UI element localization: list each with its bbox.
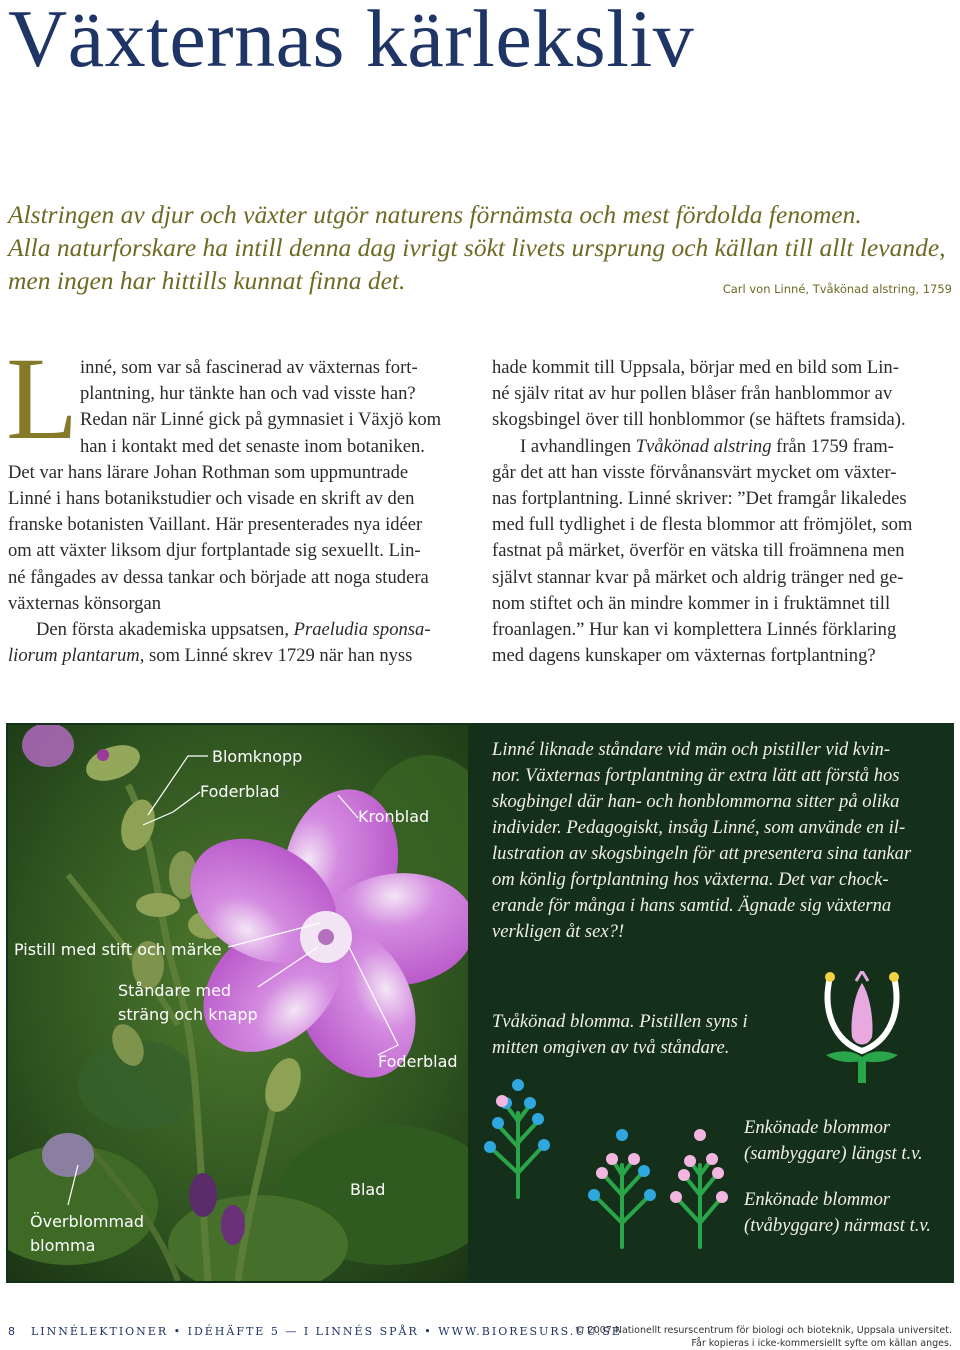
caption-line: nor. Växternas fortplantning är extra lätt att förstå hos: [492, 765, 900, 786]
copyright-line: Får kopieras i icke-kommersiellt syfte om källan anges.: [691, 1338, 952, 1349]
epigraph-attribution: Carl von Linné, Tvåkönad alstring, 1759: [722, 282, 952, 296]
text-run: , som Linné skrev 1729 när han nyss: [139, 645, 413, 667]
epigraph-line: Alla naturforskare ha intill denna dag ivrigt sökt livets ursprung och källan till allt levande,: [8, 233, 946, 262]
italic-title: liorum plantarum: [8, 645, 140, 667]
text-run: från 1759 fram-: [771, 435, 894, 457]
caption-line: verkligen åt sex?!: [492, 921, 625, 942]
page-number: 8: [8, 1325, 15, 1338]
caption-line: (tvåbyggare) närmast t.v.: [744, 1215, 931, 1236]
caption-line: Linné liknade ståndare vid män och pistiller vid kvin-: [492, 739, 890, 760]
text-line: Redan när Linné gick på gymnasiet i Växjö kom: [80, 409, 442, 431]
drop-cap: L: [6, 333, 79, 464]
text-run: I avhandlingen: [520, 435, 636, 457]
text-line: plantning, hur tänkte han och vad visste han?: [80, 383, 416, 405]
text-line: självt stannar kvar på märket och aldrig tränger ned ge-: [492, 566, 904, 588]
caption-line: om könlig fortplantning hos växterna. Det var chock-: [492, 869, 889, 890]
text-line: hade kommit till Uppsala, börjar med en bild som Lin-: [492, 357, 899, 378]
text-line: Det var hans lärare Johan Rothman som uppmuntrade: [8, 461, 409, 483]
text-line: med full tydlighet i de flesta blommor att frömjölet, som: [492, 514, 913, 536]
label-blad: Blad: [350, 1180, 386, 1199]
text-line: han i kontakt med det senaste inom botaniken.: [80, 435, 425, 457]
text-line: fastnat på märket, överför en vätska till froämnena men: [492, 540, 905, 562]
caption-sambyggare: [744, 1115, 923, 1167]
text-line: om att växter liksom djur fortplantade sig sexuellt. Lin-: [8, 540, 421, 562]
running-title: LINNÉLEKTIONER • IDÉHÄFTE 5 — I LINNÉS SPÅR • WWW.BIORESURS.UU.SE: [31, 1325, 622, 1338]
label-pistill: Pistill med stift och märke: [14, 940, 222, 959]
text-line: né själv ritat av hur pollen blåser från hanblommor av: [492, 383, 893, 405]
label-standare: Ståndare med: [118, 981, 232, 1000]
caption-line: Enkönade blommor: [744, 1117, 891, 1138]
label-overblommad: Överblommad: [30, 1212, 145, 1231]
caption-line: lustration av skogsbingeln för att presentera sina tankar: [492, 843, 912, 864]
text-line: med dagens kunskaper om växternas fortplantning?: [492, 645, 876, 667]
caption-line: individer. Pedagogiskt, insåg Linné, som använde en il-: [492, 817, 906, 838]
text-line: né fångades av dessa tankar och började att noga studera: [8, 566, 429, 588]
italic-title: Praeludia sponsa-: [293, 619, 431, 641]
caption-line: skogbingel där han- och honblommorna sitter på olika: [492, 791, 900, 812]
article-right-column: [492, 355, 954, 669]
footer-copyright: [575, 1324, 952, 1350]
text-line: [492, 434, 954, 460]
footer-left: [8, 1325, 622, 1338]
text-run: Den första akademiska uppsatsen,: [36, 619, 294, 641]
label-overblommad: blomma: [30, 1236, 96, 1255]
text-line: [8, 643, 470, 669]
caption-line: (sambyggare) längst t.v.: [744, 1143, 923, 1164]
text-line: går det att han visste förvånansvärt mycket om växter-: [492, 461, 897, 483]
italic-title: Tvåkönad alstring: [635, 435, 772, 457]
label-standare: sträng och knapp: [118, 1005, 258, 1024]
pistil-icon: [851, 983, 872, 1045]
caption-line: Enkönade blommor: [744, 1189, 891, 1210]
text-line: franske botanisten Vaillant. Här presenterades nya idéer: [8, 514, 423, 536]
text-line: växternas könsorgan: [8, 592, 162, 614]
geranium-photo: [8, 725, 468, 1281]
caption-line: erande för många i hans samtid. Ägnade sig växterna: [492, 895, 892, 916]
panel-caption: [492, 737, 911, 945]
text-line: [8, 617, 470, 643]
caption-line: Tvåkönad blomma. Pistillen syns i: [492, 1011, 748, 1032]
label-foderblad-top: Foderblad: [200, 782, 280, 801]
label-kronblad: Kronblad: [358, 807, 430, 826]
article-left-column: [8, 355, 470, 669]
caption-tvabyggare: [744, 1187, 931, 1239]
text-line: nas fortplantning. Linné skriver: ”Det framgår likaledes: [492, 488, 907, 510]
bisexual-flower-diagram: [816, 971, 910, 1083]
label-foderblad-bottom: Foderblad: [378, 1052, 458, 1071]
unisexual-flower-diagram: [472, 1075, 732, 1255]
illustration-panel: [6, 723, 954, 1283]
text-line: inné, som var så fascinerad av växternas fort-: [80, 357, 418, 378]
caption-line: mitten omgiven av två ståndare.: [492, 1037, 730, 1058]
epigraph-line: men ingen har hittills kunnat finna det.: [8, 266, 406, 295]
text-line: Linné i hans botanikstudier och visade en skrift av den: [8, 488, 415, 510]
text-line: froanlagen.” Hur kan vi komplettera Linnés förklaring: [492, 619, 897, 641]
label-blomknopp: Blomknopp: [212, 747, 303, 766]
copyright-line: © 2007 Nationellt resurscentrum för biologi och bioteknik, Uppsala universitet.: [575, 1325, 952, 1336]
epigraph-line: Alstringen av djur och växter utgör naturens förnämsta och mest fördolda fenomen.: [8, 200, 862, 229]
caption-tvakonad: [492, 1009, 748, 1061]
page-title: Växternas kärleksliv: [8, 0, 695, 84]
text-line: nom stiftet och än mindre kommer in i fruktämnet till: [492, 592, 891, 614]
text-line: skogsbingel över till honblommor (se häftets framsida).: [492, 409, 906, 431]
